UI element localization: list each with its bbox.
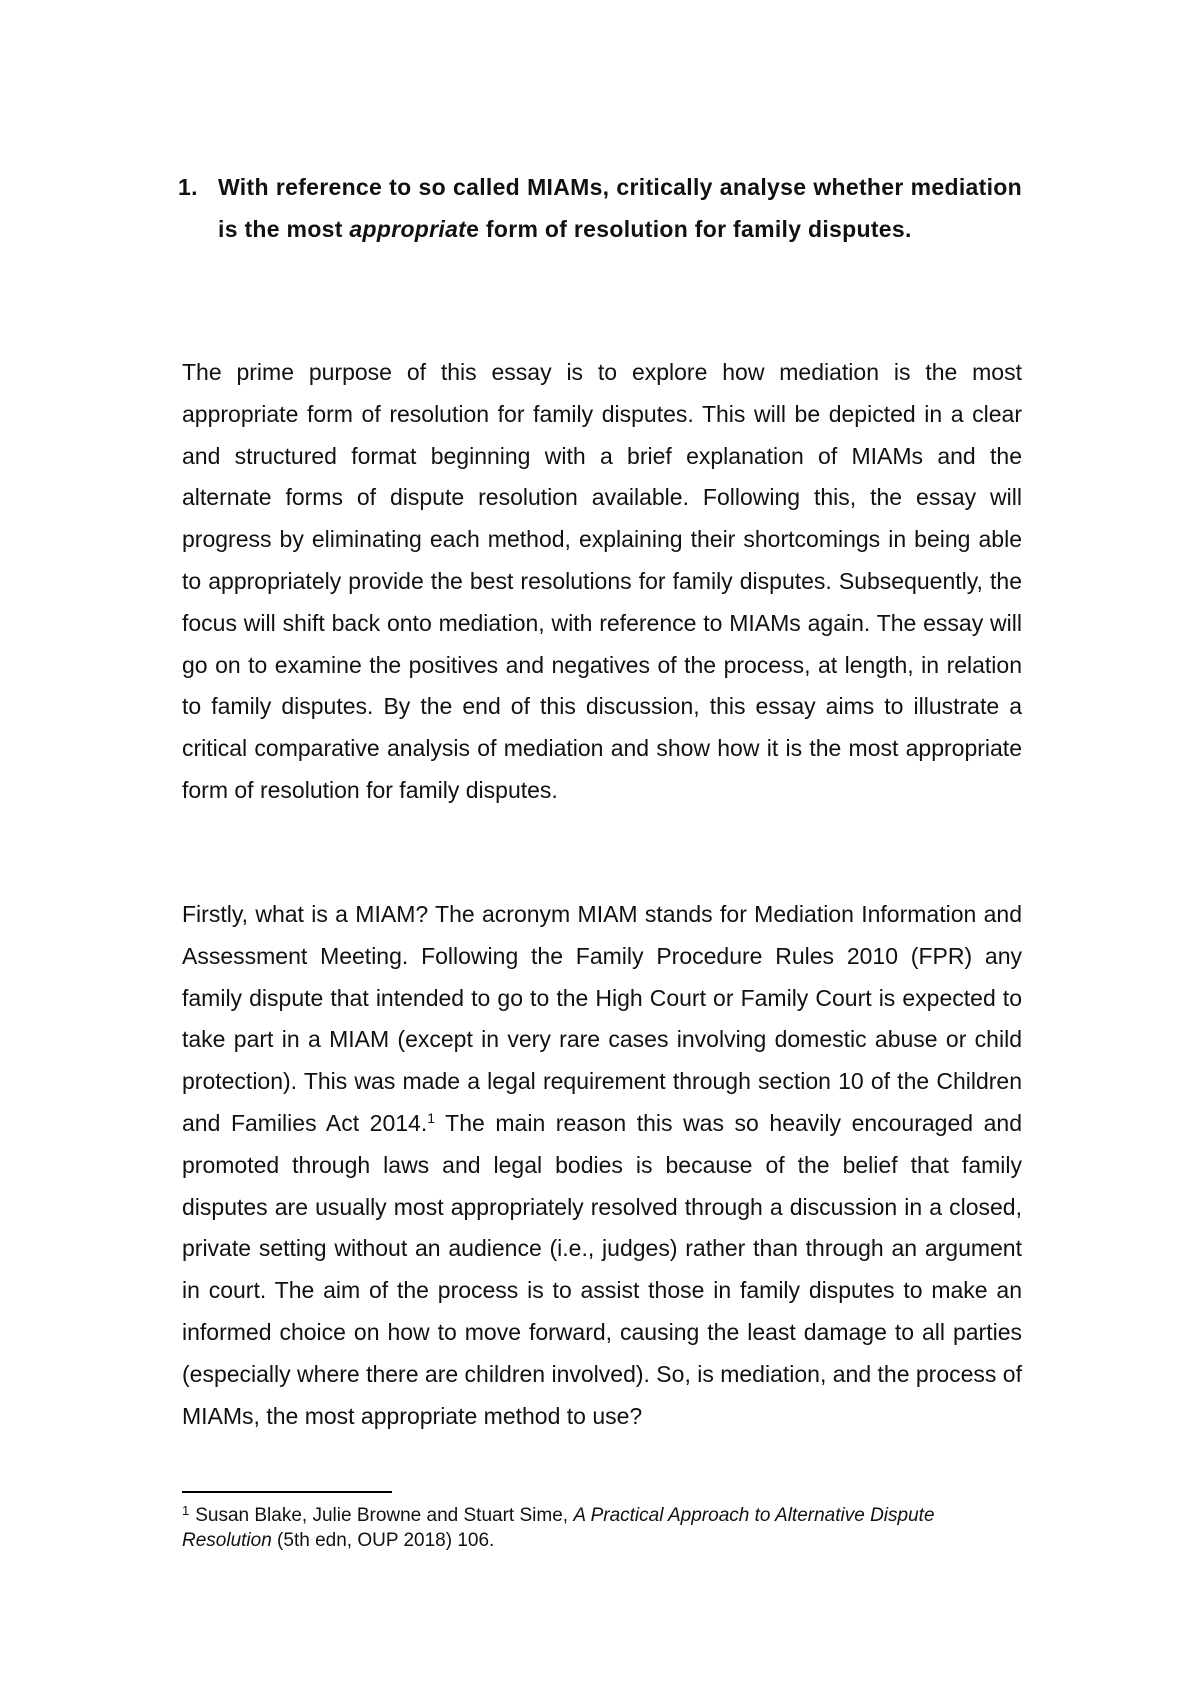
- footnote-separator: [182, 1491, 392, 1493]
- footnote-title: A Practical Approach to Alternative Dispute Resolution: [182, 1505, 935, 1551]
- question-text-end: e form of resolution for family disputes.: [466, 216, 912, 242]
- question-heading: [178, 166, 1022, 250]
- footnote: [182, 1503, 1022, 1553]
- intro-paragraph: The prime purpose of this essay is to explore how mediation is the most appropriate form of resolution for family disputes. This will be depicted in a clear and structured format beginning with a brief explanation of MIAMs and the alternate forms of dispute resolution available. Following this, the essay will progress by eliminating each method, explaining their shortcomings in being able to appropriately provide the best resolutions for family disputes. Subsequently, the focus will shift back onto mediation, with reference to MIAMs again. The essay will go on to examine the positives and negatives of the process, at length, in relation to family disputes. By the end of this discussion, this essay aims to illustrate a critical comparative analysis of mediation and show how it is the most appropriate form of resolution for family disputes.: [182, 359, 1022, 803]
- question-number: 1.: [178, 174, 198, 200]
- miam-paragraph-text-start: Firstly, what is a MIAM? The acronym MIAM stands for Mediation Information and Assessment Meeting. Following the Family Procedure Rules 2010 (FPR) any family dispute that intended to go to the High Court or Family Court is expected to take part in a MIAM (except in very rare cases involving domestic abuse or child protection). This was made a legal requirement through section 10 of the Children and Families Act 2014.: [182, 901, 1022, 1136]
- footnote-authors: Susan Blake, Julie Browne and Stuart Sime,: [195, 1505, 574, 1526]
- footnote-reference[interactable]: 1: [427, 1109, 436, 1126]
- miam-paragraph-text-end: The main reason this was so heavily encouraged and promoted through laws and legal bodies is because of the belief that family disputes are usually most appropriately resolved through a discussion in a closed, private setting without an audience (i.e., judges) rather than through an argument in court. The aim of the process is to assist those in family disputes to make an informed choice on how to move forward, causing the least damage to all parties (especially where there are children involved). So, is mediation, and the process of MIAMs, the most appropriate method to use?: [182, 1109, 1022, 1429]
- footnote-mark: 1: [182, 1503, 190, 1518]
- footnote-details: (5th edn, OUP 2018) 106.: [271, 1530, 495, 1551]
- question-text-italic: appropriat: [349, 216, 467, 242]
- question-text-start: With reference to so called MIAMs, critically analyse whether mediation is the most: [218, 174, 1022, 242]
- miam-paragraph: [182, 894, 1022, 1437]
